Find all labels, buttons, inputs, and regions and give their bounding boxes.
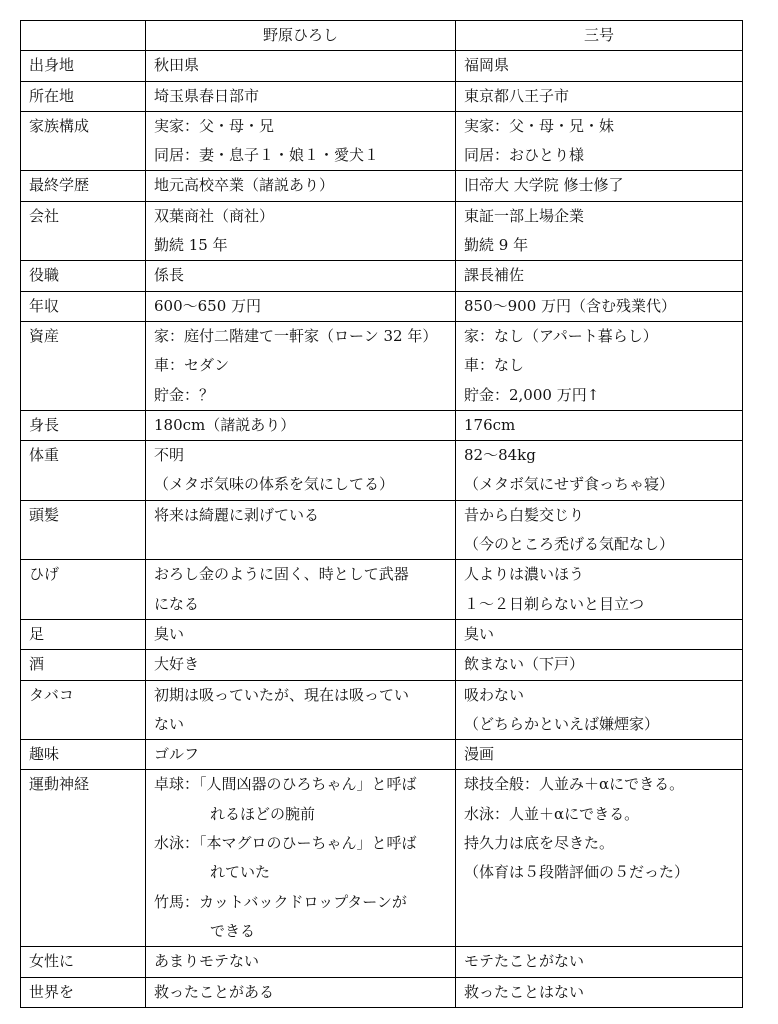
row-label: 家族構成 <box>21 111 146 171</box>
table-row <box>21 171 743 201</box>
row-label: 酒 <box>21 650 146 680</box>
table-row <box>21 51 743 81</box>
cell-b <box>456 947 743 977</box>
cell-a <box>146 560 456 620</box>
cell-line: 勤続 15 年 <box>154 236 228 255</box>
cell-b <box>456 111 743 171</box>
comparison-table <box>20 20 743 1008</box>
cell-line: 昔から白髪交じり <box>464 505 585 524</box>
cell-b <box>456 977 743 1007</box>
cell-line: 家：庭付二階建て一軒家（ローン 32 年） <box>154 326 438 345</box>
table-row <box>21 321 743 410</box>
cell-a <box>146 111 456 171</box>
cell-line: 球技全般：人並み＋αにできる。 <box>464 775 685 794</box>
row-label: 体重 <box>21 441 146 501</box>
cell-line: 850～900 万円（含む残業代） <box>464 296 677 315</box>
header-row <box>21 21 743 51</box>
cell-a <box>146 171 456 201</box>
row-label: 世界を <box>21 977 146 1007</box>
header-name-a: 野原ひろし <box>146 21 456 51</box>
cell-line: 臭い <box>154 624 185 643</box>
cell-a <box>146 947 456 977</box>
cell-line: 吸わない <box>464 685 525 704</box>
cell-line: 貯金：2,000 万円↑ <box>464 385 600 404</box>
cell-line: モテたことがない <box>464 952 585 971</box>
table-body <box>21 51 743 1008</box>
cell-line: 大好き <box>154 655 200 674</box>
table-row <box>21 111 743 171</box>
cell-line: （メタボ気にせず食っちゃ寝） <box>464 475 675 494</box>
row-label: 女性に <box>21 947 146 977</box>
cell-b <box>456 261 743 291</box>
cell-b <box>456 740 743 770</box>
cell-line: 竹馬：カットバックドロップターンが <box>154 892 407 911</box>
cell-line: 東証一部上場企業 <box>464 206 585 225</box>
cell-line: あまりモテない <box>154 952 260 971</box>
cell-line: になる <box>154 594 200 613</box>
cell-line: 救ったことがある <box>154 982 275 1001</box>
cell-line: （メタボ気味の体系を気にしてる） <box>154 475 395 494</box>
cell-b <box>456 201 743 261</box>
cell-b <box>456 770 743 947</box>
cell-line: 180cm（諸説あり） <box>154 415 296 434</box>
cell-b <box>456 619 743 649</box>
cell-line: 勤続 9 年 <box>464 236 529 255</box>
row-label: 年収 <box>21 291 146 321</box>
table-row <box>21 770 743 947</box>
row-label: 身長 <box>21 410 146 440</box>
cell-line: 漫画 <box>464 745 495 764</box>
cell-line: 係長 <box>154 266 185 285</box>
cell-a <box>146 770 456 947</box>
cell-line: 地元高校卒業（諸説あり） <box>154 176 335 195</box>
cell-line: 持久力は底を尽きた。 <box>464 834 615 853</box>
cell-line: 同居：妻・息子１・娘１・愛犬１ <box>154 146 380 165</box>
row-label: 頭髪 <box>21 500 146 560</box>
cell-line: 初期は吸っていたが、現在は吸ってい <box>154 685 410 704</box>
cell-line: 人よりは濃いほう <box>464 565 585 584</box>
row-label: 資産 <box>21 321 146 410</box>
cell-a <box>146 291 456 321</box>
table-row <box>21 560 743 620</box>
cell-a <box>146 81 456 111</box>
cell-line: 176cm <box>464 415 516 434</box>
cell-line: （どちらかといえば嫌煙家） <box>464 714 660 733</box>
cell-line: 旧帝大 大学院 修士修了 <box>464 176 624 195</box>
cell-line: 東京都八王子市 <box>464 86 570 105</box>
cell-line: 課長補佐 <box>464 266 525 285</box>
cell-line: できる <box>210 921 256 940</box>
table-row <box>21 261 743 291</box>
cell-line: 不明 <box>154 446 185 465</box>
cell-line: 双葉商社（商社） <box>154 206 275 225</box>
cell-line: （体育は５段階評価の５だった） <box>464 863 690 882</box>
cell-line: 家：なし（アパート暮らし） <box>464 326 658 345</box>
cell-line: 将来は綺麗に剥げている <box>154 505 320 524</box>
row-label: 会社 <box>21 201 146 261</box>
header-corner-cell <box>21 21 146 51</box>
table-row <box>21 291 743 321</box>
cell-a <box>146 650 456 680</box>
row-label: 最終学歴 <box>21 171 146 201</box>
row-label: 所在地 <box>21 81 146 111</box>
table-row <box>21 500 743 560</box>
cell-b <box>456 560 743 620</box>
cell-line: 実家：父・母・兄・妹 <box>464 116 615 135</box>
cell-line: 実家：父・母・兄 <box>154 116 275 135</box>
cell-b <box>456 81 743 111</box>
cell-a <box>146 410 456 440</box>
row-label: 足 <box>21 619 146 649</box>
cell-b <box>456 51 743 81</box>
cell-line: 救ったことはない <box>464 982 585 1001</box>
cell-b <box>456 321 743 410</box>
cell-line: 飲まない（下戸） <box>464 655 585 674</box>
cell-line: おろし金のように固く、時として武器 <box>154 565 409 584</box>
cell-b <box>456 171 743 201</box>
cell-b <box>456 291 743 321</box>
cell-b <box>456 410 743 440</box>
table-row <box>21 680 743 740</box>
row-label: 役職 <box>21 261 146 291</box>
cell-line: 水泳：「本マグロのひーちゃん」と呼ば <box>154 834 417 853</box>
cell-line: ない <box>154 714 185 733</box>
cell-a <box>146 740 456 770</box>
cell-line: 車：なし <box>464 356 525 375</box>
cell-line: れるほどの腕前 <box>210 804 316 823</box>
cell-line: 水泳：人並＋αにできる。 <box>464 804 640 823</box>
cell-line: 車：セダン <box>154 356 230 375</box>
cell-b <box>456 650 743 680</box>
cell-a <box>146 977 456 1007</box>
cell-line: 臭い <box>464 624 495 643</box>
cell-line: １～２日剃らないと目立つ <box>464 594 645 613</box>
table-row <box>21 650 743 680</box>
table-row <box>21 740 743 770</box>
cell-line: 卓球：「人間凶器のひろちゃん」と呼ば <box>154 775 417 794</box>
cell-a <box>146 680 456 740</box>
cell-a <box>146 51 456 81</box>
row-label: 運動神経 <box>21 770 146 947</box>
cell-a <box>146 201 456 261</box>
table-row <box>21 201 743 261</box>
cell-a <box>146 619 456 649</box>
header-name-b: 三号 <box>456 21 743 51</box>
cell-b <box>456 441 743 501</box>
table-row <box>21 977 743 1007</box>
row-label: ひげ <box>21 560 146 620</box>
table-row <box>21 81 743 111</box>
cell-a <box>146 321 456 410</box>
cell-line: 貯金：？ <box>154 385 215 404</box>
cell-line: 600～650 万円 <box>154 296 262 315</box>
cell-line: 82～84kg <box>464 446 536 465</box>
cell-b <box>456 500 743 560</box>
row-label: タバコ <box>21 680 146 740</box>
cell-a <box>146 500 456 560</box>
table-row <box>21 410 743 440</box>
cell-line: 同居：おひとり様 <box>464 146 585 165</box>
cell-line: 埼玉県春日部市 <box>154 86 260 105</box>
table-row <box>21 619 743 649</box>
cell-line: （今のところ禿げる気配なし） <box>464 535 675 554</box>
row-label: 趣味 <box>21 740 146 770</box>
cell-line: 福岡県 <box>464 56 510 75</box>
cell-line: れていた <box>210 863 271 882</box>
cell-line: 秋田県 <box>154 56 200 75</box>
cell-a <box>146 441 456 501</box>
cell-b <box>456 680 743 740</box>
cell-a <box>146 261 456 291</box>
row-label: 出身地 <box>21 51 146 81</box>
cell-line: ゴルフ <box>154 745 200 764</box>
table-row <box>21 441 743 501</box>
table-row <box>21 947 743 977</box>
